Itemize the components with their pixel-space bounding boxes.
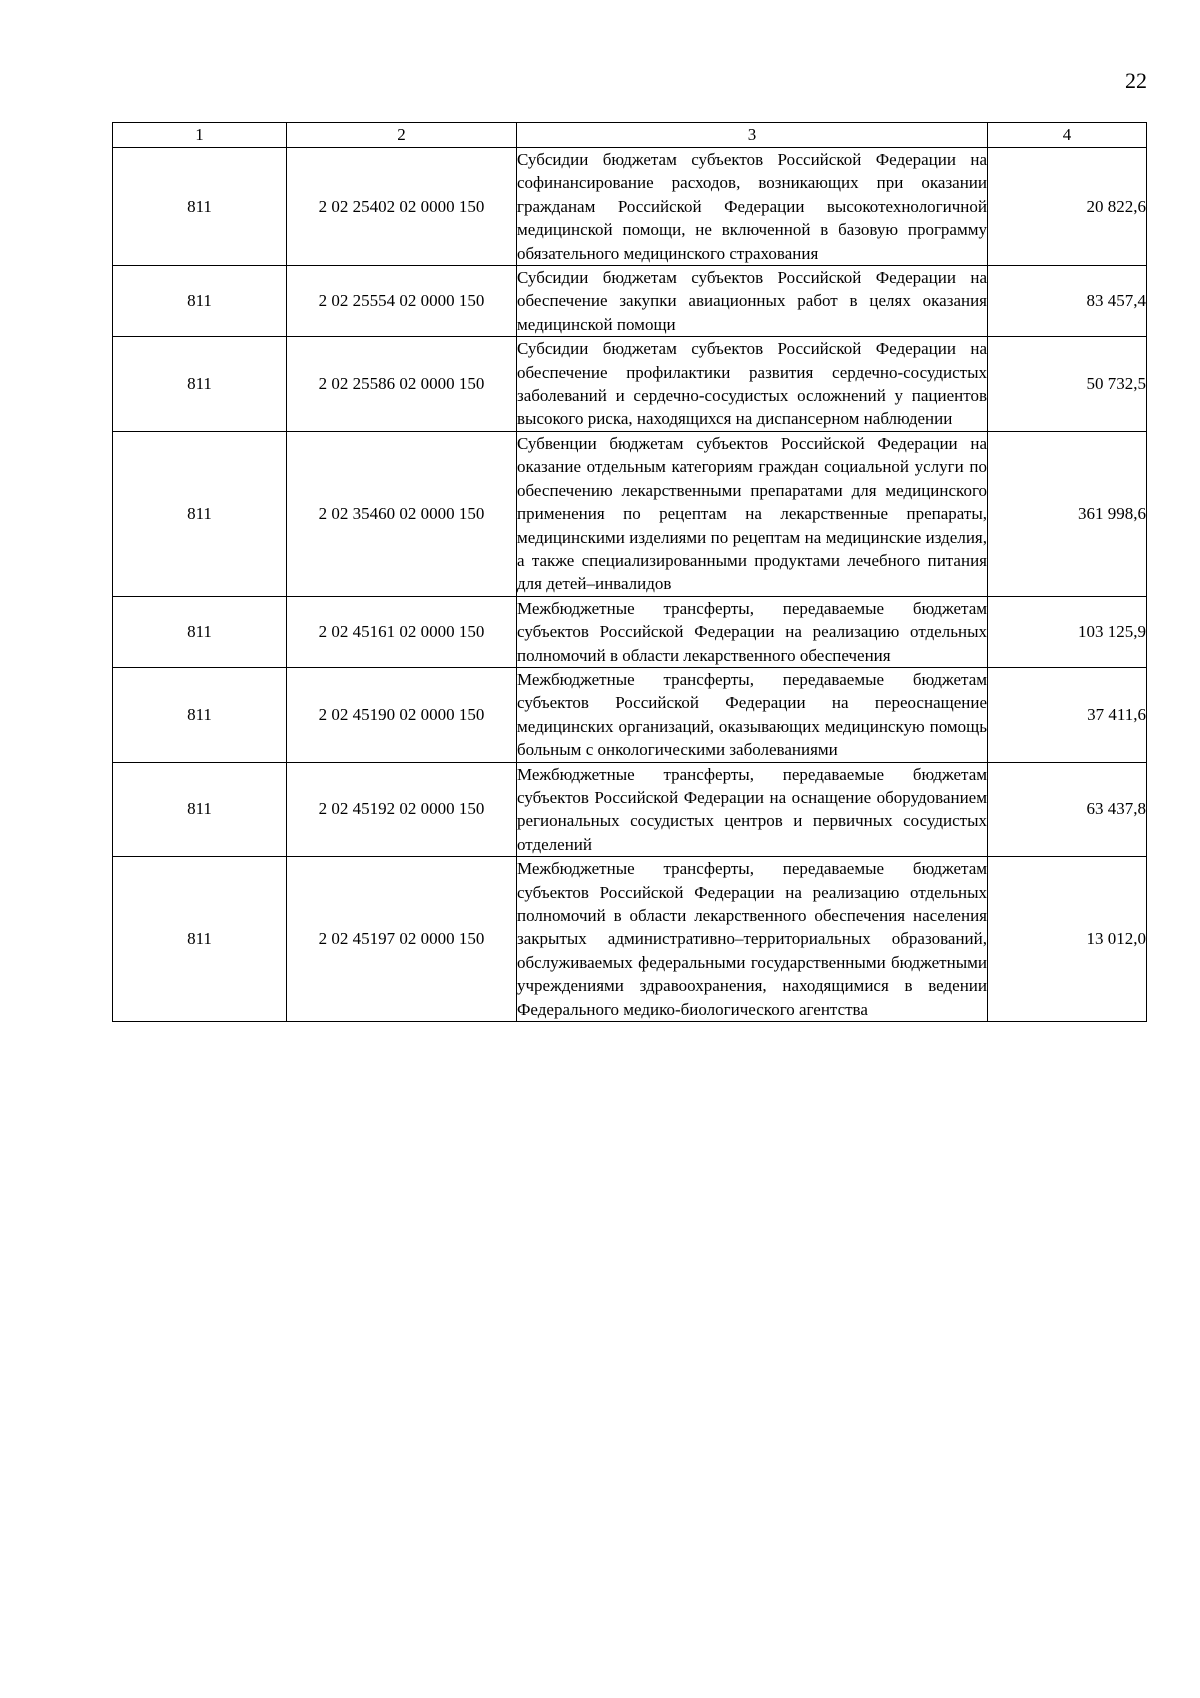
column-header: 3 [517, 123, 988, 148]
description-cell: Межбюджетные трансферты, передаваемые бюджетам субъектов Российской Федерации на реализацию отдельных полномочий в области лекарственного обеспечения [517, 596, 988, 667]
table-row [113, 596, 1147, 667]
budget-table [112, 122, 1147, 1022]
admin-code-cell: 811 [113, 596, 287, 667]
description-cell: Субсидии бюджетам субъектов Российской Федерации на обеспечение закупки авиационных работ в целях оказания медицинской помощи [517, 266, 988, 337]
table-row [113, 762, 1147, 857]
description-cell: Межбюджетные трансферты, передаваемые бюджетам субъектов Российской Федерации на оснащение оборудованием региональных сосудистых центров и первичных сосудистых отделений [517, 762, 988, 857]
amount-cell: 50 732,5 [988, 337, 1147, 432]
budget-code-cell: 2 02 45197 02 0000 150 [287, 857, 517, 1022]
description-cell: Межбюджетные трансферты, передаваемые бюджетам субъектов Российской Федерации на переоснащение медицинских организаций, оказывающих медицинскую помощь больным с онкологическими заболеваниями [517, 667, 988, 762]
page-number: 22 [1125, 68, 1147, 93]
admin-code-cell: 811 [113, 762, 287, 857]
table-header-row [113, 123, 1147, 148]
table-row [113, 431, 1147, 596]
admin-code-cell: 811 [113, 857, 287, 1022]
amount-cell: 361 998,6 [988, 431, 1147, 596]
column-header: 4 [988, 123, 1147, 148]
amount-cell: 103 125,9 [988, 596, 1147, 667]
amount-cell: 83 457,4 [988, 266, 1147, 337]
budget-code-cell: 2 02 25402 02 0000 150 [287, 148, 517, 266]
budget-code-cell: 2 02 25554 02 0000 150 [287, 266, 517, 337]
description-cell: Субсидии бюджетам субъектов Российской Федерации на обеспечение профилактики развития сердечно-сосудистых заболеваний и сердечно-сосудистых осложнений у пациентов высокого риска, находящихся на диспансерном наблюдении [517, 337, 988, 432]
table-row [113, 667, 1147, 762]
admin-code-cell: 811 [113, 667, 287, 762]
table-row [113, 337, 1147, 432]
admin-code-cell: 811 [113, 337, 287, 432]
budget-code-cell: 2 02 35460 02 0000 150 [287, 431, 517, 596]
amount-cell: 63 437,8 [988, 762, 1147, 857]
description-cell: Субсидии бюджетам субъектов Российской Федерации на софинансирование расходов, возникающих при оказании гражданам Российской Федерации высокотехнологичной медицинской помощи, не включенной в базовую программу обязательного медицинского страхования [517, 148, 988, 266]
table-row [113, 148, 1147, 266]
admin-code-cell: 811 [113, 148, 287, 266]
amount-cell: 13 012,0 [988, 857, 1147, 1022]
admin-code-cell: 811 [113, 266, 287, 337]
table-row [113, 266, 1147, 337]
table-row [113, 857, 1147, 1022]
admin-code-cell: 811 [113, 431, 287, 596]
description-cell: Субвенции бюджетам субъектов Российской Федерации на оказание отдельным категориям граждан социальной услуги по обеспечению лекарственными препаратами для медицинского применения по рецептам на лекарственные препараты, медицинскими изделиями по рецептам на медицинские изделия, а также специализированными продуктами лечебного питания для детей–инвалидов [517, 431, 988, 596]
amount-cell: 37 411,6 [988, 667, 1147, 762]
budget-code-cell: 2 02 45192 02 0000 150 [287, 762, 517, 857]
column-header: 1 [113, 123, 287, 148]
amount-cell: 20 822,6 [988, 148, 1147, 266]
budget-code-cell: 2 02 25586 02 0000 150 [287, 337, 517, 432]
budget-code-cell: 2 02 45161 02 0000 150 [287, 596, 517, 667]
column-header: 2 [287, 123, 517, 148]
budget-code-cell: 2 02 45190 02 0000 150 [287, 667, 517, 762]
description-cell: Межбюджетные трансферты, передаваемые бюджетам субъектов Российской Федерации на реализацию отдельных полномочий в области лекарственного обеспечения населения закрытых административно–территориальных образований, обслуживаемых федеральными государственными бюджетными учреждениями здравоохранения, находящимися в ведении Федерального медико-биологического агентства [517, 857, 988, 1022]
